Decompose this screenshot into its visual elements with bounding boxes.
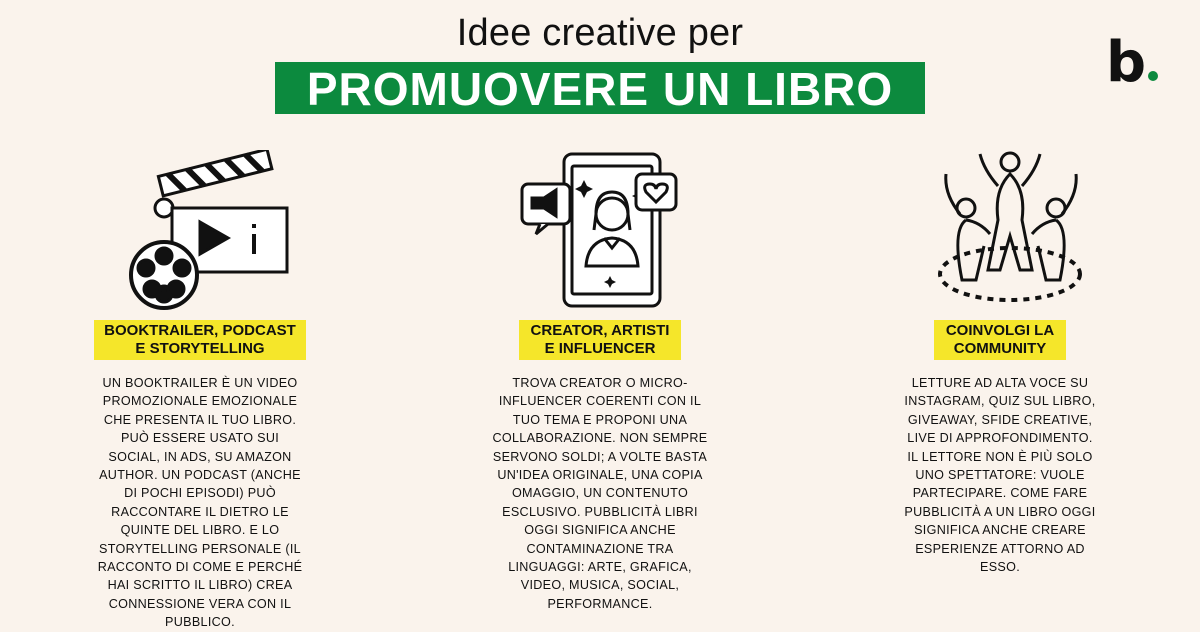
logo-dot [1148, 71, 1158, 81]
idea-column-community [840, 150, 1160, 576]
idea-column-booktrailer [40, 150, 360, 632]
logo-letter: b [1106, 30, 1147, 95]
idea-description: TROVA CREATOR O MICRO-INFLUENCER COERENTI CON IL TUO TEMA E PROPONI UNA COLLABORAZIONE. NON SEMPRE SERVONO SOLDI; A VOLTE BASTA UN'IDEA ORIGINALE, UNA COPIA OMAGGIO, UN CONTENUTO ESCLUSIVO. PUBBLICITÀ LIBRI OGGI SIGNIFICA ANCHE CONTAMINAZIONE TRA LINGUAGGI: ARTE, GRAFICA, VIDEO, MUSICA, SOCIAL, PERFORMANCE. [492, 376, 708, 611]
idea-heading: COINVOLGI LA COMMUNITY [934, 320, 1066, 360]
idea-column-creator [440, 150, 760, 613]
idea-description: LETTURE AD ALTA VOCE SU INSTAGRAM, QUIZ SUL LIBRO, GIVEAWAY, SFIDE CREATIVE, LIVE DI APPROFONDIMENTO. IL LETTORE NON È PIÙ SOLO UNO SPETTATORE: VUOLE PARTECIPARE. COME FARE PUBBLICITÀ A UN LIBRO OGGI SIGNIFICA ANCHE CREARE ESPERIENZE ATTORNO AD ESSO. [904, 376, 1096, 575]
brand-logo [1106, 30, 1158, 95]
title-line1: Idee creative per [456, 12, 744, 54]
title-banner: PROMUOVERE UN LIBRO [275, 62, 925, 114]
community-people-icon [840, 150, 1160, 310]
idea-heading: BOOKTRAILER, PODCAST E STORYTELLING [94, 320, 306, 360]
idea-description: UN BOOKTRAILER È UN VIDEO PROMOZIONALE EMOZIONALE CHE PRESENTA IL TUO LIBRO. PUÒ ESSERE USATO SUI SOCIAL, IN ADS, SU AMAZON AUTHOR. UN PODCAST (ANCHE DI POCHI EPISODI) PUÒ RACCONTARE IL DIETRO LE QUINTE DEL LIBRO. E LO STORYTELLING PERSONALE (IL RACCONTO DI COME E PERCHÉ HAI SCRITTO IL LIBRO) CREA CONNESSIONE VERA CON IL PUBBLICO. [97, 376, 303, 630]
idea-heading: CREATOR, ARTISTI E INFLUENCER [519, 320, 681, 360]
smartphone-influencer-icon [440, 150, 760, 310]
clapperboard-video-film-reel-icon [40, 150, 360, 310]
